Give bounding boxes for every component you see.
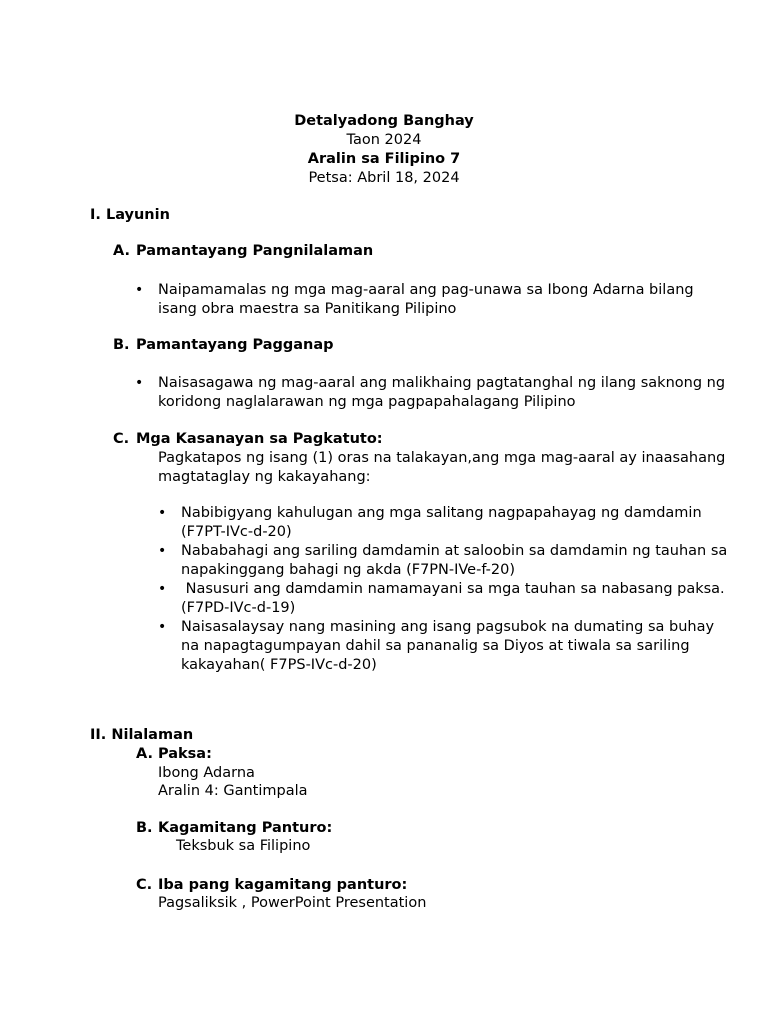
bullet-dot-icon: • — [158, 581, 167, 597]
section-2-heading: II. Nilalaman — [90, 727, 194, 743]
section-1a-text-line: Naipamamalas ng mga mag-aaral ang pag-unawa sa Ibong Adarna bilang — [158, 282, 694, 298]
section-1c-label: C. — [113, 431, 130, 447]
competency-item-line: Nabibigyang kahulugan ang mga salitang nagpapahayag ng damdamin — [181, 505, 702, 521]
section-2c-text-line: Pagsaliksik , PowerPoint Presentation — [158, 895, 427, 911]
competency-item-line: (F7PT-IVc-d-20) — [181, 524, 292, 540]
section-1a-label: A. — [113, 243, 130, 259]
section-2a-text-line: Aralin 4: Gantimpala — [158, 783, 308, 799]
section-1b-text-line: koridong naglalarawan ng mga pagpapahalagang Pilipino — [158, 394, 576, 410]
section-2b-title: Kagamitang Panturo: — [158, 820, 333, 836]
competency-item-line: napakinggang bahagi ng akda (F7PN-IVe-f-20) — [181, 562, 515, 578]
section-2b-text-line: Teksbuk sa Filipino — [176, 838, 311, 854]
section-1c-intro-line: Pagkatapos ng isang (1) oras na talakayan,ang mga mag-aaral ay inaasahang — [158, 450, 726, 466]
section-1-heading: I. Layunin — [90, 207, 170, 223]
section-1b-text-line: Naisasagawa ng mag-aaral ang malikhaing pagtatanghal ng ilang saknong ng — [158, 375, 726, 391]
competency-item-line: kakayahan( F7PS-IVc-d-20) — [181, 657, 377, 673]
section-1c-title: Mga Kasanayan sa Pagkatuto: — [136, 431, 383, 447]
section-2c-label: C. — [136, 877, 153, 893]
document-subject: Aralin sa Filipino 7 — [307, 151, 461, 167]
bullet-dot-icon: • — [158, 543, 167, 559]
competency-item-line: Nasusuri ang damdamin namamayani sa mga tauhan sa nabasang paksa. — [181, 581, 725, 597]
bullet-dot-icon: • — [158, 619, 167, 635]
section-2a-label: A. — [136, 746, 153, 762]
competency-item-line: Nababahagi ang sariling damdamin at saloobin sa damdamin ng tauhan sa — [181, 543, 728, 559]
section-2b-label: B. — [136, 820, 153, 836]
section-2a-title: Paksa: — [158, 746, 212, 762]
bullet-dot-icon: • — [135, 282, 144, 298]
section-2c-title: Iba pang kagamitang panturo: — [158, 877, 408, 893]
section-2a-text-line: Ibong Adarna — [158, 765, 255, 781]
section-1b-label: B. — [113, 337, 130, 353]
competency-item-line: (F7PD-IVc-d-19) — [181, 600, 296, 616]
section-1c-intro-line: magtataglay ng kakayahang: — [158, 469, 371, 485]
document-year: Taon 2024 — [346, 132, 422, 148]
section-1a-title: Pamantayang Pangnilalaman — [136, 243, 374, 259]
bullet-dot-icon: • — [135, 375, 144, 391]
bullet-dot-icon: • — [158, 505, 167, 521]
section-1b-title: Pamantayang Pagganap — [136, 337, 334, 353]
document-title: Detalyadong Banghay — [294, 113, 474, 129]
document-date: Petsa: Abril 18, 2024 — [308, 170, 460, 186]
competency-item-line: Naisasalaysay nang masining ang isang pagsubok na dumating sa buhay — [181, 619, 715, 635]
section-1a-text-line: isang obra maestra sa Panitikang Pilipino — [158, 301, 457, 317]
competency-item-line: na napagtagumpayan dahil sa pananalig sa Diyos at tiwala sa sariling — [181, 638, 690, 654]
